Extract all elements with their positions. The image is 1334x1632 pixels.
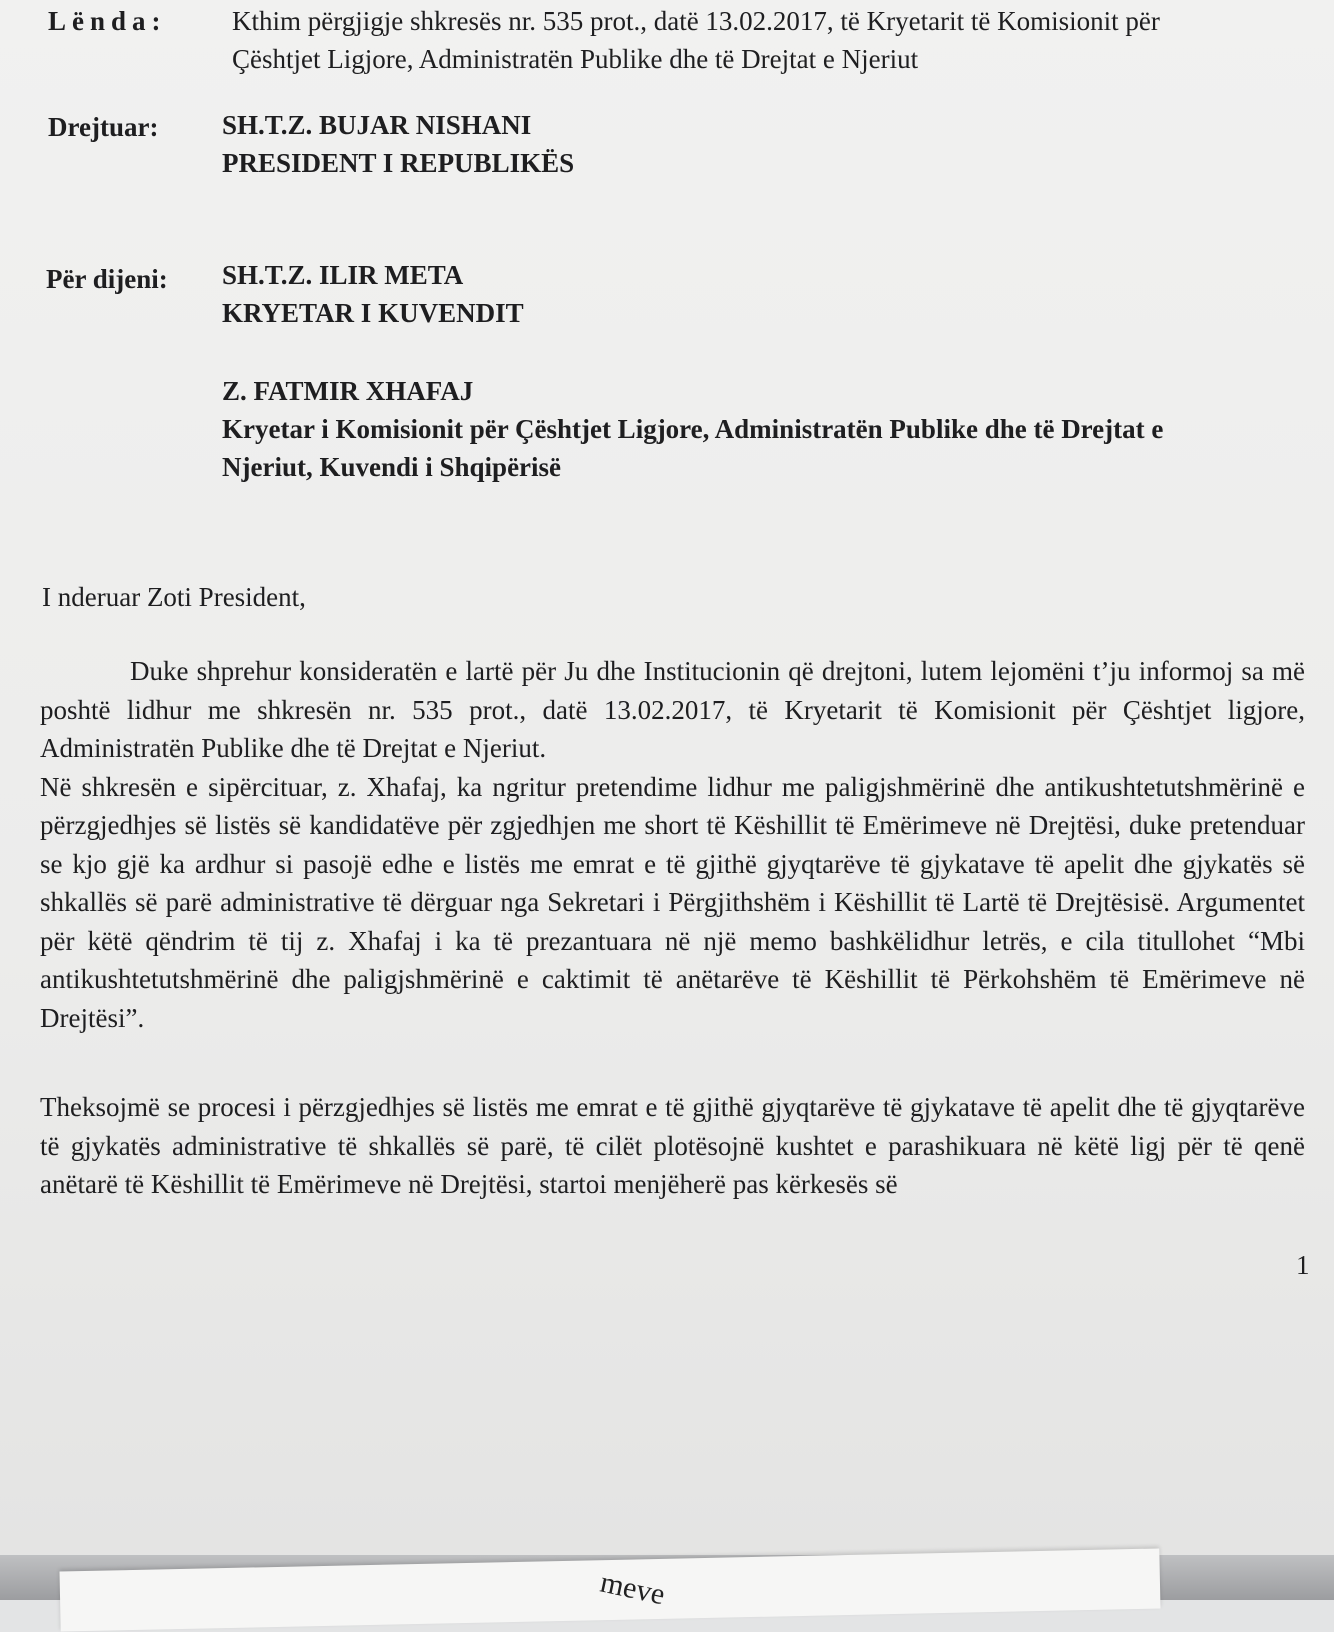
recipient-title: Kryetar i Komisionit për Çështjet Ligjore, Administratën Publike dhe të Drejtat e [222, 414, 1164, 444]
addressed-to-recipient [222, 106, 574, 182]
recipient-name: SH.T.Z. BUJAR NISHANI [222, 110, 532, 140]
recipient-name: SH.T.Z. ILIR META [222, 260, 464, 290]
underlying-sheet-text: meve [597, 1565, 668, 1612]
paragraph-1: Duke shprehur konsideratën e lartë për Ju dhe Institucionin që drejtoni, lutem lejomëni t’ju informoj sa më poshtë lidhur me shkresën nr. 535 prot., datë 13.02.2017, të Kryetarit të Komisionit për Çështjet ligjore, Administratën Publike dhe të Drejtat e Njeriut. [40, 656, 1305, 763]
recipient-name: Z. FATMIR XHAFAJ [222, 376, 474, 406]
recipient-title: KRYETAR I KUVENDIT [222, 298, 524, 328]
addressed-to-label: Drejtuar: [48, 112, 159, 142]
cc-recipient-1 [222, 256, 524, 332]
paragraph-3: Theksojmë se procesi i përzgjedhjes së listës me emrat e të gjithë gjyqtarëve të gjykatave të apelit dhe të gjyqtarëve të gjykatës administrative të shkallës së parë, të cilët plotësojnë kushtet e parashikuara në këtë ligj për të qenë anëtarë të Këshillit të Emërimeve në Drejtësi, startoi menjëherë pas kërkesës së [40, 1092, 1305, 1199]
cc-label: Për dijeni: [46, 264, 168, 294]
body-paragraphs [40, 652, 1305, 1037]
paragraph-2: Në shkresën e sipërcituar, z. Xhafaj, ka ngritur pretendime lidhur me paligjshmërinë dhe antikushtetutshmërinë e përzgjedhjes së listës së kandidatëve për zgjedhjen me short të Këshillit të Emërimeve në Drejtësi, duke pretenduar se kjo gjë ka ardhur si pasojë edhe e listës me emrat e të gjithë gjyqtarëve të gjykatave të apelit dhe gjykatës së shkallës së parë administrative të dërguar nga Sekretari i Përgjithshëm i Këshillit të Lartë të Drejtësisë. Argumentet për këtë qëndrim të tij z. Xhafaj i ka të prezantuara në një memo bashkëlidhur letrës, e cila titullohet “Mbi antikushtetutshmërinë dhe paligjshmërinë e caktimit të anëtarëve të Këshillit të Përkohshëm të Emërimeve në Drejtësi”. [40, 771, 1305, 1033]
recipient-title: Njeriut, Kuvendi i Shqipërisë [222, 452, 562, 482]
recipient-title: PRESIDENT I REPUBLIKËS [222, 148, 575, 178]
body-paragraph-3 [40, 1088, 1305, 1204]
salutation: I nderuar Zoti President, [42, 582, 306, 612]
page-number: 1 [1296, 1250, 1310, 1280]
cc-recipient-2 [222, 372, 1262, 486]
subject-line: Kthim përgjigje shkresës nr. 535 prot., datë 13.02.2017, të Kryetarit të Komisionit për [232, 6, 1160, 36]
subject-text [232, 2, 1160, 78]
subject-line: Çështjet Ligjore, Administratën Publike dhe të Drejtat e Njeriut [232, 44, 919, 74]
subject-label: Lënda: [48, 6, 167, 36]
